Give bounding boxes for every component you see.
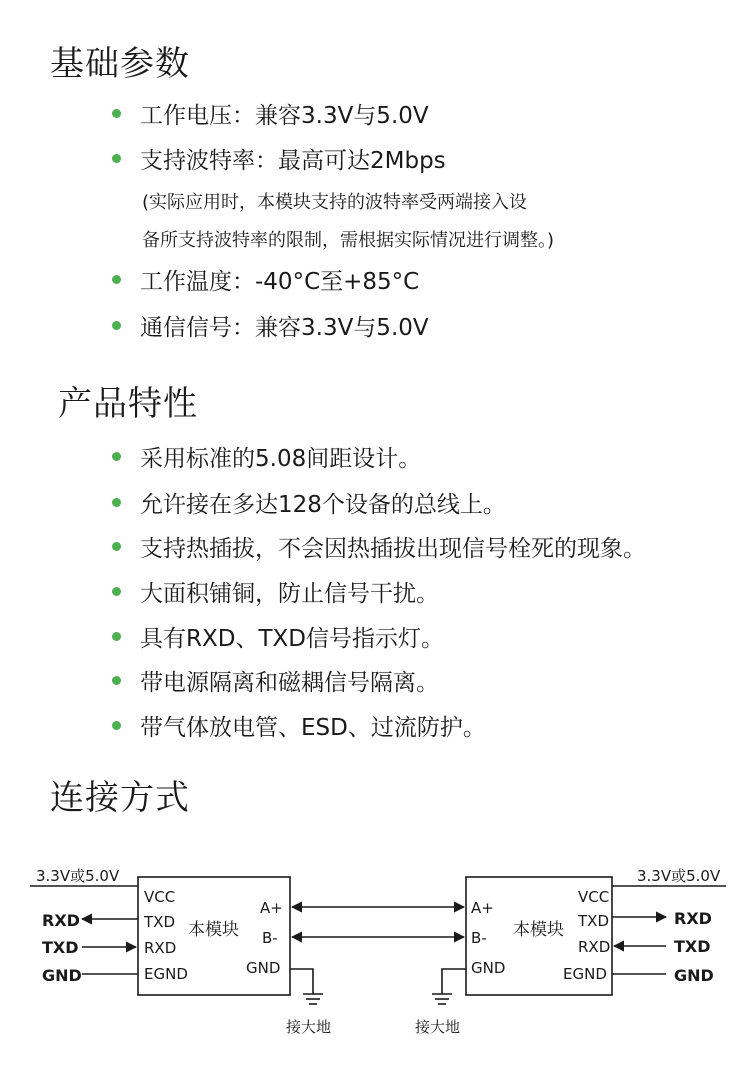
right-ext-gnd-label: GND <box>674 966 714 985</box>
list-item <box>112 263 419 296</box>
list-item-text: 支持热插拔，不会因热插拔出现信号栓死的现象。 <box>140 536 646 562</box>
list-item-text: 通信信号：兼容3.3V与5.0V <box>140 315 429 341</box>
bullet-icon <box>112 632 121 641</box>
left-ext-txd-label: TXD <box>42 938 79 957</box>
right-pin-egnd: EGND <box>563 965 607 983</box>
list-item <box>112 97 429 130</box>
left-pin-gnd: GND <box>246 959 281 977</box>
left-power-label: 3.3V或5.0V <box>36 867 120 885</box>
bullet-icon <box>112 275 121 284</box>
bullet-icon <box>112 721 121 730</box>
note-line: (实际应用时，本模块支持的波特率受两端接入设 <box>142 192 528 213</box>
list-item-text: 带电源隔离和磁耦信号隔离。 <box>140 670 439 696</box>
list-item <box>112 486 506 519</box>
bullet-icon <box>112 452 121 461</box>
list-item-text: 支持波特率：最高可达2Mbps <box>140 148 446 174</box>
left-ground-wire <box>290 969 313 994</box>
section-title-params: 基础参数 <box>50 44 190 84</box>
right-ground-wire <box>442 969 466 994</box>
list-item-text: 大面积铺铜，防止信号干扰。 <box>140 581 439 607</box>
list-item <box>112 709 486 742</box>
bullet-icon <box>112 498 121 507</box>
list-item <box>112 440 421 473</box>
left-ext-gnd-label: GND <box>42 966 82 985</box>
list-item-text: 工作电压：兼容3.3V与5.0V <box>140 103 429 129</box>
right-ext-txd-label: TXD <box>674 937 711 956</box>
left-pin-a: A+ <box>260 899 283 917</box>
bullet-icon <box>112 587 121 596</box>
list-item-text: 带气体放电管、ESD、过流防护。 <box>140 715 486 741</box>
right-pin-gnd: GND <box>471 959 506 977</box>
bullet-icon <box>112 542 121 551</box>
list-item <box>112 530 646 563</box>
list-item <box>112 620 444 653</box>
right-power-label: 3.3V或5.0V <box>637 867 721 885</box>
right-pin-txd: TXD <box>578 912 609 930</box>
left-pin-rxd: RXD <box>144 939 177 957</box>
list-item-text: 工作温度：-40°C至+85°C <box>140 269 420 295</box>
right-pin-rxd: RXD <box>578 938 611 956</box>
right-ext-rxd-label: RXD <box>674 909 712 928</box>
bullet-icon <box>112 109 121 118</box>
bullet-icon <box>112 321 121 330</box>
bullet-icon <box>112 676 121 685</box>
left-module-name: 本模块 <box>188 920 239 940</box>
right-ground-label: 接大地 <box>415 1018 461 1036</box>
list-item <box>112 142 446 175</box>
list-item <box>112 309 429 342</box>
list-item <box>112 575 439 608</box>
list-item-text: 允许接在多达128个设备的总线上。 <box>140 492 506 518</box>
list-item-text: 具有RXD、TXD信号指示灯。 <box>140 626 444 652</box>
left-ground-label: 接大地 <box>286 1018 332 1036</box>
right-pin-a: A+ <box>471 899 494 917</box>
bullet-icon <box>112 154 121 163</box>
right-pin-vcc: VCC <box>578 888 610 906</box>
right-pin-b: B- <box>471 929 487 947</box>
section-title-features: 产品特性 <box>58 384 198 424</box>
section-title-connection: 连接方式 <box>50 778 190 818</box>
note-line: 备所支持波特率的限制，需根据实际情况进行调整。) <box>142 230 555 251</box>
left-pin-vcc: VCC <box>144 888 176 906</box>
list-item-text: 采用标准的5.08间距设计。 <box>140 446 422 472</box>
left-pin-txd: TXD <box>144 913 175 931</box>
left-pin-egnd: EGND <box>144 965 188 983</box>
connection-diagram <box>0 850 750 1050</box>
right-module-name: 本模块 <box>513 920 564 940</box>
list-item <box>112 664 439 697</box>
left-ext-rxd-label: RXD <box>42 911 80 930</box>
left-pin-b: B- <box>262 929 278 947</box>
